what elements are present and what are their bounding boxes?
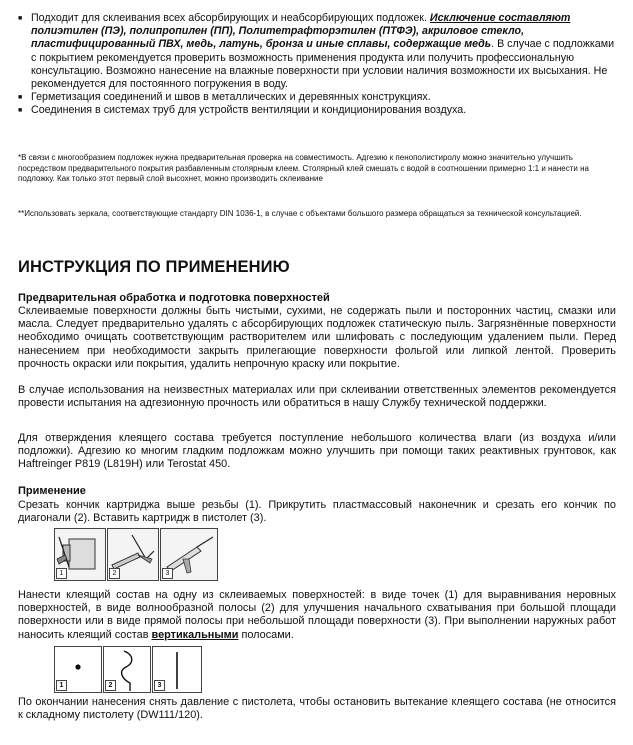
prep-paragraph-2: В случае использования на неизвестных материалах или при склеивании ответственных элементов рекомендуется провести испытания на адгезионную прочность или обратиться в нашу Службу технической поддержки. xyxy=(18,384,616,410)
figure-cut-nozzle xyxy=(107,528,159,581)
application-paragraph-3: По окончании нанесения снять давление с пистолета, чтобы остановить вытекание клеящего состава (не относится к складному пистолету (DW111/120). xyxy=(18,696,616,722)
figure-insert-gun xyxy=(160,528,218,581)
application-paragraph-2: Нанести клеящий состав на одну из склеиваемых поверхностей: в виде точек (1) для выравнивания неровных поверхностей, в виде волнообразной полосы (2) для улучшения начального схватывания при большой площади поверхности или в виде прямой полосы при небольшой площади поверхности (3). При выполнении наружных работ наносить клеящий состав вертикальными полосами. xyxy=(18,589,616,641)
figure-number: 3 xyxy=(154,680,165,691)
list-item: ■ Герметизация соединений и швов в металлических и деревянных конструкциях. xyxy=(18,91,618,104)
exception-label: Исключение составляют xyxy=(429,12,571,24)
list-item: ■ Соединения в системах труб для устройств вентиляции и кондиционирования воздуха. xyxy=(18,104,618,117)
prep-paragraph-3: Для отверждения клеящего состава требуется поступление небольшого количества влаги (из воздуха и/или подложки). Адгезию ко многим гладким подложкам можно улучшить при помощи таких реактивных грунтовок, как Haftreinger P819 (L819H) или Terostat 450. xyxy=(18,432,616,471)
list-item: ■ Подходит для склеивания всех абсорбирующих и неабсорбирующих подложек. Исключение составляют полиэтилен (ПЭ), полипропилен (ПП), Политетрафторэтилен (ПТФЭ), акриловое стекло, пластифицированный ПВХ, медь, латунь, бронза и иные сплавы, содержащие медь. В случае с подложками с покрытием рекомендуется проверить возможность применения продукта или получить профессиональную консультацию. Возможно нанесение на влажные поверхности при условии наличия возможности их высыхания. Не рекомендуется для постоянного погружения в воду. xyxy=(18,12,618,91)
figure-straight-pattern xyxy=(152,646,202,693)
figure-number: 2 xyxy=(109,568,120,579)
vertical-emphasis: вертикальными xyxy=(151,628,239,641)
instructions-title: ИНСТРУКЦИЯ ПО ПРИМЕНЕНИЮ xyxy=(18,258,290,276)
application-heading: Применение xyxy=(18,485,86,497)
footnote-2: **Использовать зеркала, соответствующие стандарту DIN 1036-1, в случае с объектами большого размера обращаться за технической консультацией. xyxy=(18,209,582,218)
figure-number: 3 xyxy=(162,568,173,579)
prep-paragraph-1: Склеиваемые поверхности должны быть чистыми, сухими, не содержать пыли и посторонних частиц, смазки или масла. Следует предварительно удалять с абсорбирующих подложек статическую пыль. Загрязнённые поверхности необходимо очищать соответствующим растворителем или шлифовать с последующим удалением пыли. Перед нанесением при необходимости закрыть прилегающие поверхности фольгой или липкой лентой. Проверить прочность окраски или покрытия, удалить непрочную краску или покрытие. xyxy=(18,305,616,370)
figure-number: 2 xyxy=(105,680,116,691)
figure-cut-cartridge xyxy=(54,528,106,581)
application-paragraph-1: Срезать кончик картриджа выше резьбы (1). Прикрутить пластмассовый наконечник и срезать его кончик по диагонали (2). Вставить картридж в пистолет (3). xyxy=(18,499,616,525)
exception-list: полиэтилен (ПЭ), полипропилен (ПП), Политетрафторэтилен (ПТФЭ), акриловое стекло, пластифицированный ПВХ, медь, латунь, бронза и иные сплавы, содержащие медь xyxy=(31,25,525,51)
figure-dots-pattern xyxy=(54,646,102,693)
figure-number: 1 xyxy=(56,568,67,579)
footnote-1: *В связи с многообразием подложек нужна предварительная проверка на совместимость. Адгезию к пенополистиролу можно значительно улучшить посредством предварительного покрытия разбавленным столярным клеем. Столярный клей смешать с водой в соотношении примерно 1:1 и нанести на подложку. Как только этот первый слой высохнет, можно производить склеивание xyxy=(18,153,589,183)
suitability-list xyxy=(18,12,618,118)
prep-heading: Предварительная обработка и подготовка поверхностей xyxy=(18,292,330,304)
figure-number: 1 xyxy=(56,680,67,691)
figure-wave-pattern xyxy=(103,646,151,693)
